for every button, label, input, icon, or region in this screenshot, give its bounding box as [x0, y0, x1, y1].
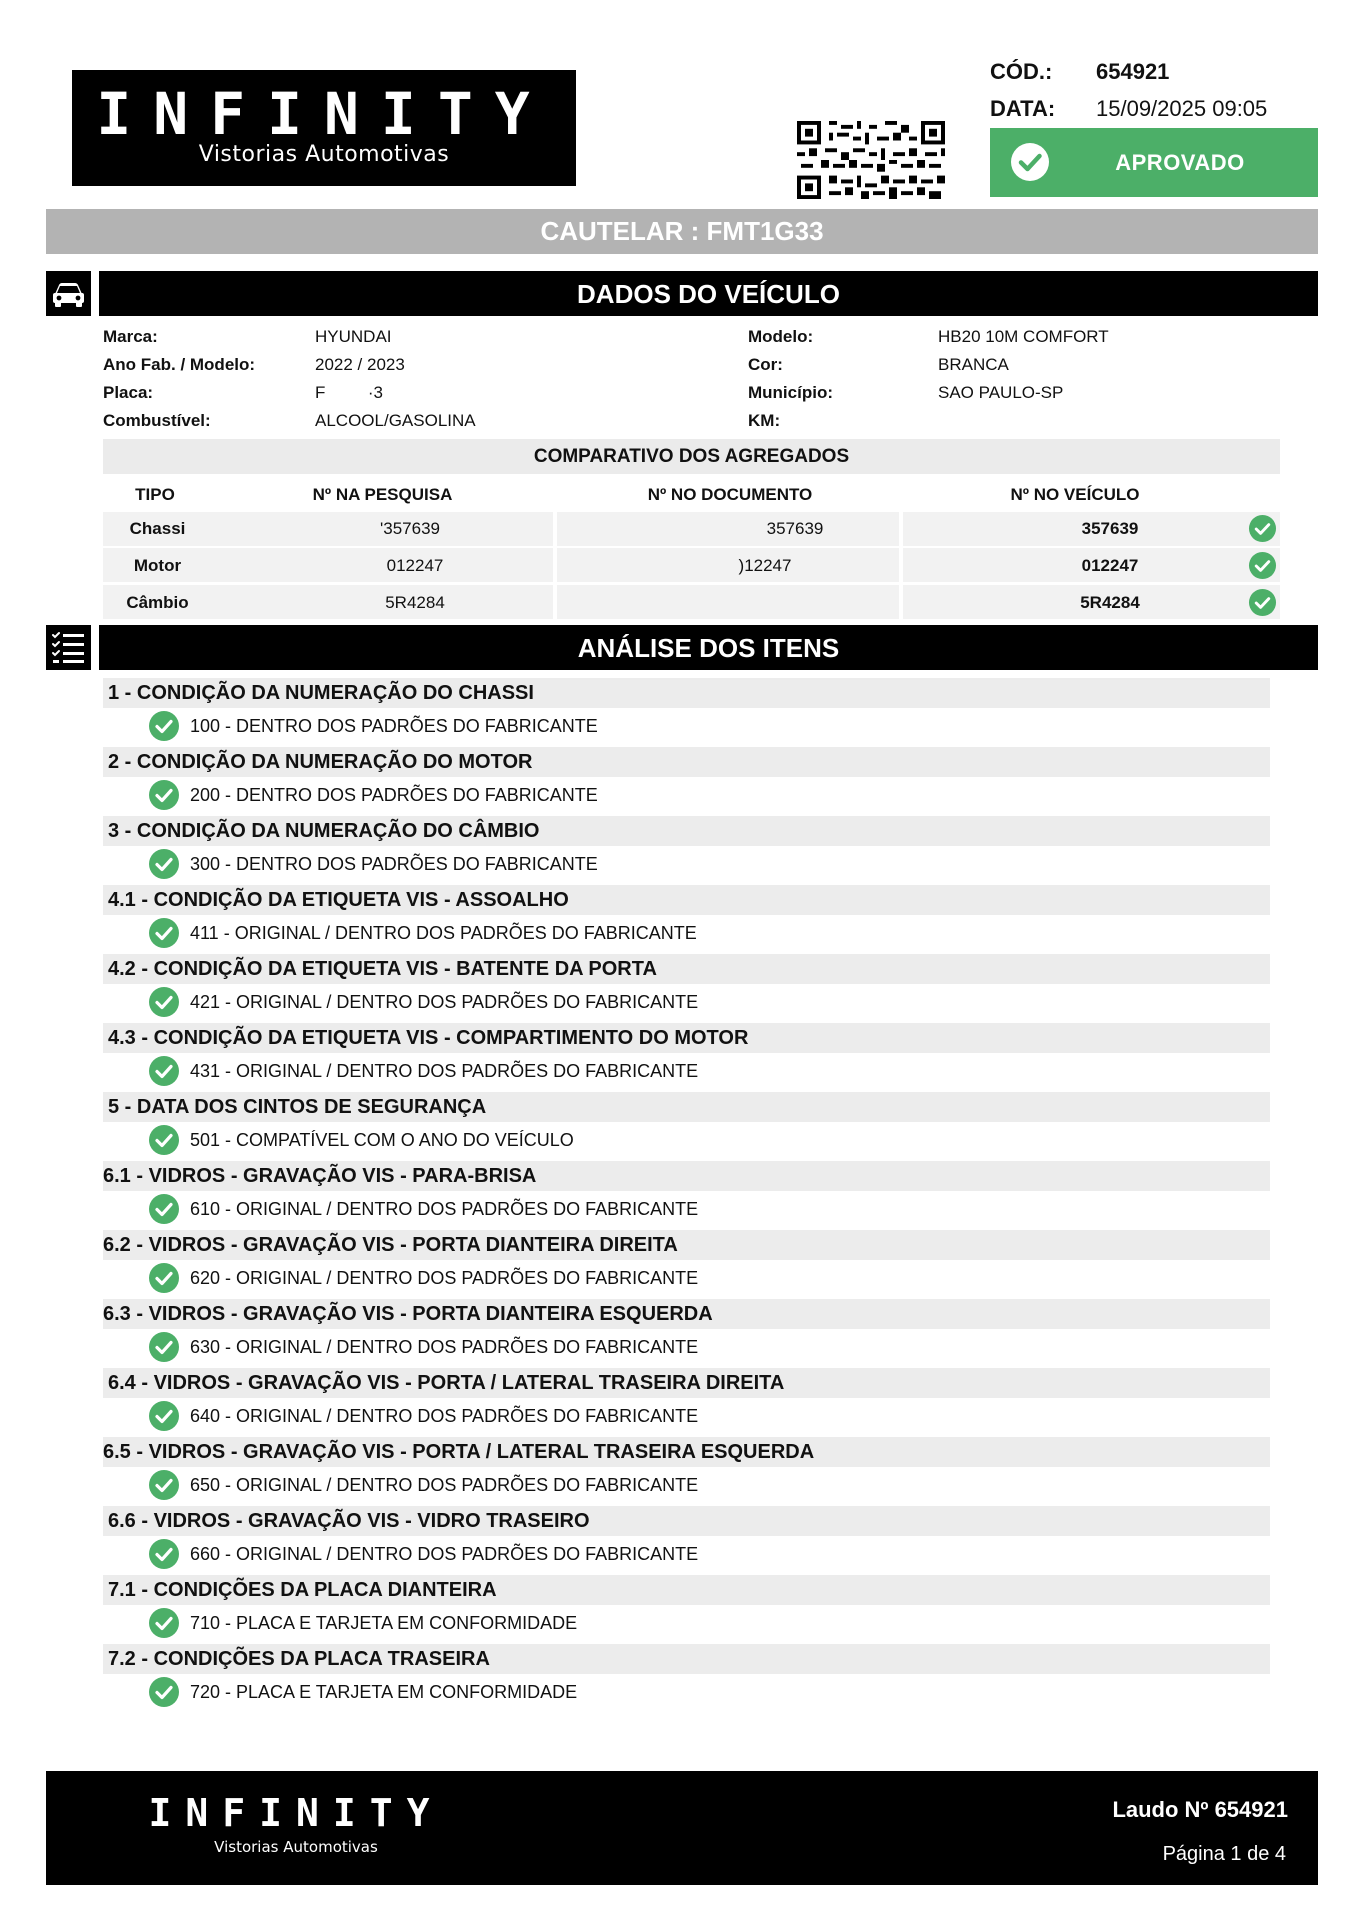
check-circle-icon: [148, 779, 180, 811]
cor-label: Cor:: [748, 355, 783, 374]
analysis-item-result-text: 411 - ORIGINAL / DENTRO DOS PADRÕES DO FABRICANTE: [190, 923, 697, 943]
vehicle-section-title: DADOS DO VEÍCULO: [99, 271, 1318, 316]
ano-label: Ano Fab. / Modelo:: [103, 355, 256, 374]
check-circle-icon: [148, 1193, 180, 1225]
footer: [46, 1771, 1318, 1885]
page-number: Página 1 de 4: [1162, 1843, 1286, 1865]
data-label: DATA:: [990, 96, 1056, 121]
analysis-item-title-text: 7.2 - CONDIÇÕES DA PLACA TRASEIRA: [108, 1648, 490, 1670]
row-documento: )12247: [738, 556, 792, 575]
analysis-item-title-text: 6.4 - VIDROS - GRAVAÇÃO VIS - PORTA / LATERAL TRASEIRA DIREITA: [108, 1372, 785, 1394]
comparativo-title: COMPARATIVO DOS AGREGADOS: [103, 439, 1280, 474]
analysis-item-result-text: 660 - ORIGINAL / DENTRO DOS PADRÕES DO FABRICANTE: [190, 1544, 699, 1564]
cod-label: CÓD.:: [990, 59, 1053, 84]
row-veiculo: 012247: [1081, 556, 1139, 575]
analysis-item-result-text: 300 - DENTRO DOS PADRÕES DO FABRICANTE: [190, 854, 598, 874]
analysis-item-title: [103, 1575, 1270, 1605]
row-tipo: Motor: [133, 556, 182, 575]
analysis-item-title-text: 1 - CONDIÇÃO DA NUMERAÇÃO DO CHASSI: [108, 682, 534, 704]
check-circle-icon: [148, 1400, 180, 1432]
analysis-item-title-text: 4.1 - CONDIÇÃO DA ETIQUETA VIS - ASSOALHO: [108, 889, 569, 911]
analysis-item-title-text: 7.1 - CONDIÇÕES DA PLACA DIANTEIRA: [108, 1579, 497, 1601]
check-circle-icon: [1248, 588, 1277, 617]
analysis-item-result-text: 650 - ORIGINAL / DENTRO DOS PADRÕES DO FABRICANTE: [190, 1475, 699, 1495]
analysis-item-title: [103, 816, 1270, 846]
status-label: APROVADO: [1115, 150, 1245, 175]
analysis-item-result-text: 710 - PLACA E TARJETA EM CONFORMIDADE: [190, 1613, 578, 1633]
logo-wordmark: INFINITY: [96, 80, 552, 148]
check-circle-icon: [148, 1055, 180, 1087]
laudo-number: Laudo Nº 654921: [1112, 1797, 1288, 1822]
analysis-item-title-text: 6.6 - VIDROS - GRAVAÇÃO VIS - VIDRO TRASEIRO: [108, 1510, 590, 1532]
check-circle-icon: [148, 710, 180, 742]
analysis-item-result-text: 630 - ORIGINAL / DENTRO DOS PADRÕES DO FABRICANTE: [190, 1337, 699, 1357]
analysis-item-title: [103, 678, 1270, 708]
header-veiculo: Nº NO VEÍCULO: [1010, 485, 1140, 504]
header-documento: Nº NO DOCUMENTO: [647, 485, 813, 504]
check-circle-icon: [148, 1676, 180, 1708]
check-circle-icon: [148, 848, 180, 880]
analysis-item-result-text: 620 - ORIGINAL / DENTRO DOS PADRÕES DO FABRICANTE: [190, 1268, 699, 1288]
row-pesquisa: '357639: [380, 519, 440, 538]
analysis-item-title: [103, 1161, 1270, 1191]
cor-value: BRANCA: [938, 355, 1009, 374]
check-circle-icon: [148, 986, 180, 1018]
combustivel-value: ALCOOL/GASOLINA: [315, 411, 476, 430]
check-circle-icon: [148, 1538, 180, 1570]
analysis-item-title: [103, 1506, 1270, 1536]
analysis-item-title-text: 6.3 - VIDROS - GRAVAÇÃO VIS - PORTA DIANTEIRA ESQUERDA: [103, 1303, 713, 1325]
analysis-item-title-text: 3 - CONDIÇÃO DA NUMERAÇÃO DO CÂMBIO: [108, 820, 540, 842]
check-circle-icon: [148, 1469, 180, 1501]
check-circle-icon: [1010, 142, 1050, 182]
analysis-item-result-text: 640 - ORIGINAL / DENTRO DOS PADRÕES DO FABRICANTE: [190, 1406, 699, 1426]
check-circle-icon: [148, 1607, 180, 1639]
footer-logo-subtitle: Vistorias Automotivas: [214, 1838, 378, 1856]
table-row-bg: [557, 585, 899, 619]
row-tipo: Chassi: [129, 519, 186, 538]
km-label: KM:: [748, 411, 781, 430]
checklist-icon: [46, 625, 91, 670]
analysis-item-title: [103, 1299, 1270, 1329]
analise-section-title: ANÁLISE DOS ITENS: [99, 625, 1318, 670]
analysis-item-result-text: 431 - ORIGINAL / DENTRO DOS PADRÕES DO FABRICANTE: [190, 1061, 699, 1081]
modelo-value: HB20 10M COMFORT: [938, 327, 1109, 346]
status-badge: [990, 128, 1318, 197]
check-circle-icon: [148, 917, 180, 949]
logo-subtitle: Vistorias Automotivas: [198, 142, 450, 167]
analysis-item-title-text: 6.2 - VIDROS - GRAVAÇÃO VIS - PORTA DIANTEIRA DIREITA: [103, 1234, 678, 1256]
municipio-value: SAO PAULO-SP: [938, 383, 1064, 402]
combustivel-label: Combustível:: [103, 411, 211, 430]
row-veiculo: 5R4284: [1080, 593, 1140, 612]
analysis-item-title: [103, 1092, 1270, 1122]
analysis-item-result-text: 501 - COMPATÍVEL COM O ANO DO VEÍCULO: [190, 1130, 574, 1150]
check-circle-icon: [148, 1124, 180, 1156]
row-veiculo: 357639: [1081, 519, 1139, 538]
modelo-label: Modelo:: [748, 327, 814, 346]
header-tipo: TIPO: [135, 485, 175, 504]
analysis-item-result-text: 720 - PLACA E TARJETA EM CONFORMIDADE: [190, 1682, 578, 1702]
placa-label: Placa:: [103, 383, 154, 402]
analysis-item-title-text: 2 - CONDIÇÃO DA NUMERAÇÃO DO MOTOR: [108, 751, 533, 773]
row-tipo: Câmbio: [126, 593, 189, 612]
header-pesquisa: Nº NA PESQUISA: [312, 485, 453, 504]
check-circle-icon: [148, 1331, 180, 1363]
check-circle-icon: [1248, 514, 1277, 543]
row-pesquisa: 5R4284: [385, 593, 445, 612]
analysis-item-title-text: 4.2 - CONDIÇÃO DA ETIQUETA VIS - BATENTE DA PORTA: [108, 958, 657, 980]
analysis-item-title: [103, 1230, 1270, 1260]
marca-value: HYUNDAI: [315, 327, 392, 346]
analysis-item-title: [103, 885, 1270, 915]
data-value: 15/09/2025 09:05: [1096, 96, 1268, 121]
qr-code-icon: [797, 121, 945, 199]
analysis-item-title: [103, 1644, 1270, 1674]
row-pesquisa: 012247: [386, 556, 444, 575]
analysis-item-title: [103, 1368, 1270, 1398]
row-documento: 357639: [766, 519, 824, 538]
cautelar-title: CAUTELAR : FMT1G33: [46, 209, 1318, 254]
check-circle-icon: [148, 1262, 180, 1294]
analysis-item-result-text: 200 - DENTRO DOS PADRÕES DO FABRICANTE: [190, 785, 598, 805]
footer-logo-wordmark: INFINITY: [148, 1791, 444, 1835]
municipio-label: Município:: [748, 383, 833, 402]
cod-value: 654921: [1096, 59, 1170, 84]
analysis-item-title-text: 6.5 - VIDROS - GRAVAÇÃO VIS - PORTA / LATERAL TRASEIRA ESQUERDA: [103, 1441, 815, 1463]
ano-value: 2022 / 2023: [315, 355, 405, 374]
analysis-item-title: [103, 954, 1270, 984]
analysis-item-title-text: 6.1 - VIDROS - GRAVAÇÃO VIS - PARA-BRISA: [103, 1165, 537, 1187]
analysis-item-result-text: 610 - ORIGINAL / DENTRO DOS PADRÕES DO FABRICANTE: [190, 1199, 699, 1219]
analysis-item-title: [103, 1437, 1270, 1467]
placa-value: F ·3: [315, 383, 384, 402]
analysis-item-result-text: 100 - DENTRO DOS PADRÕES DO FABRICANTE: [190, 716, 598, 736]
company-logo: [72, 70, 576, 186]
analysis-item-title: [103, 747, 1270, 777]
analysis-item-result-text: 421 - ORIGINAL / DENTRO DOS PADRÕES DO FABRICANTE: [190, 992, 699, 1012]
analysis-item-title-text: 4.3 - CONDIÇÃO DA ETIQUETA VIS - COMPARTIMENTO DO MOTOR: [108, 1027, 749, 1049]
analysis-item-title-text: 5 - DATA DOS CINTOS DE SEGURANÇA: [108, 1096, 487, 1118]
marca-label: Marca:: [103, 327, 158, 346]
car-icon: [46, 271, 91, 316]
analysis-item-title: [103, 1023, 1270, 1053]
check-circle-icon: [1248, 551, 1277, 580]
